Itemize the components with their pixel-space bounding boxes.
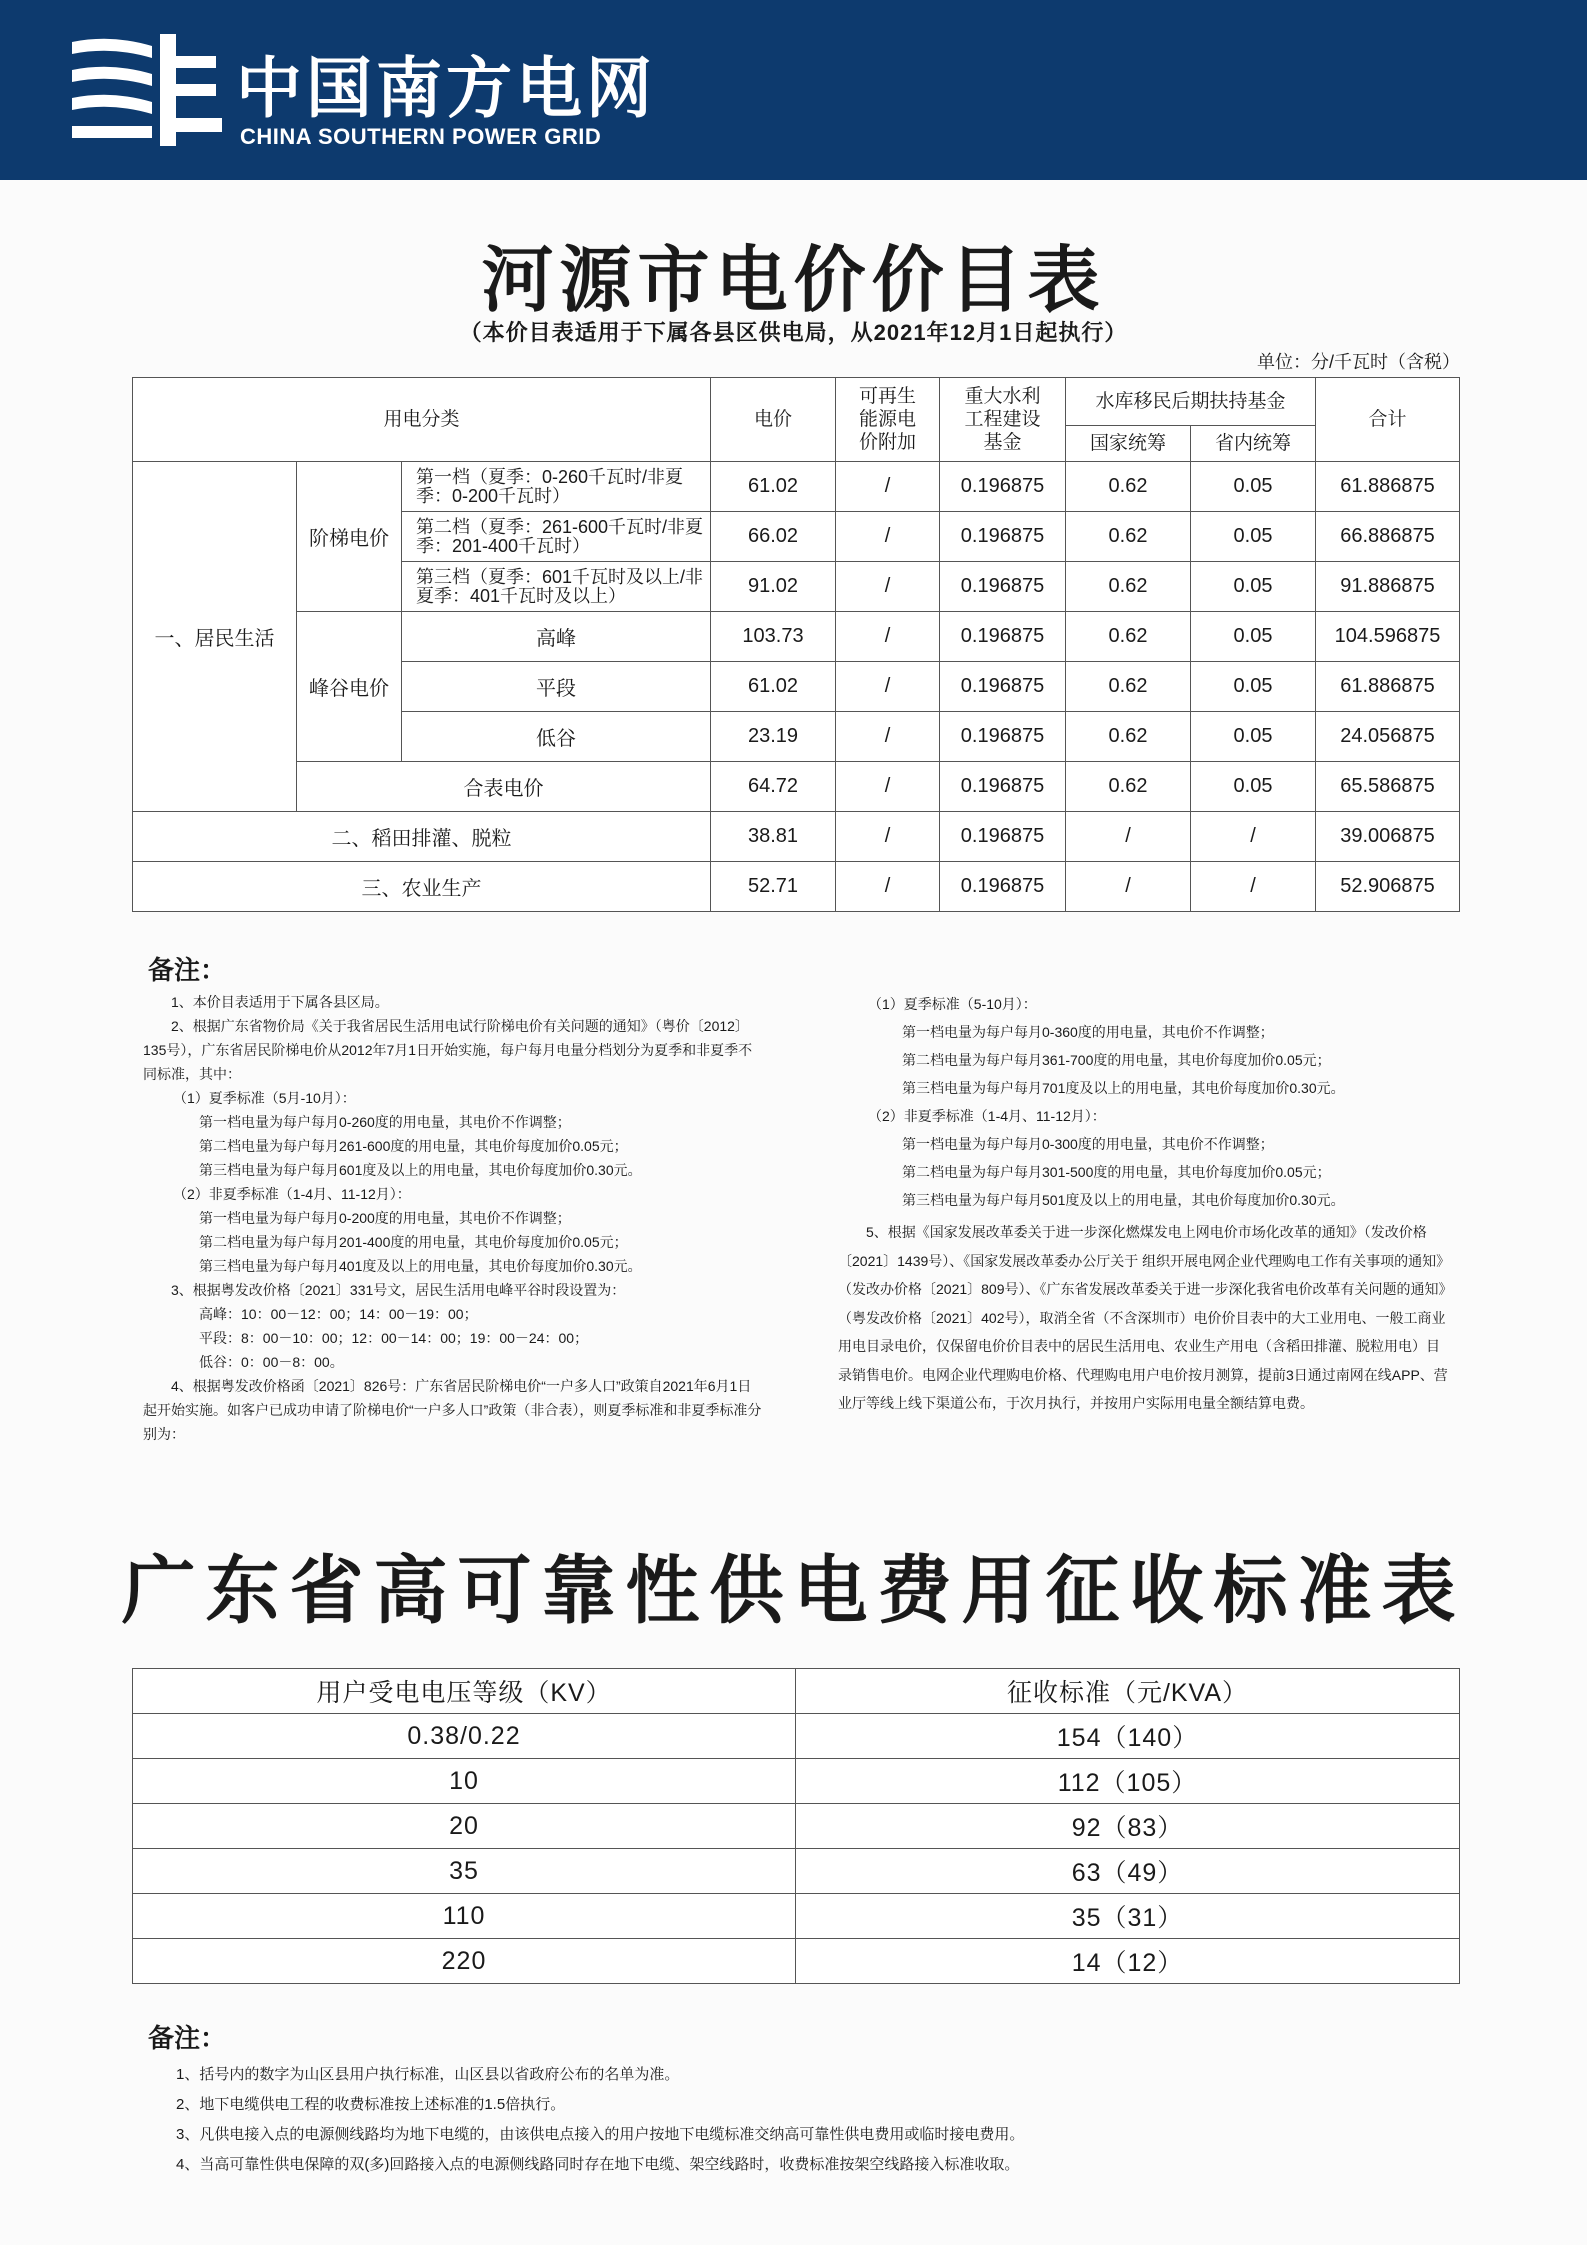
cell-voltage: 220 (133, 1939, 796, 1984)
cell-water: 0.196875 (940, 512, 1066, 562)
cell-total: 65.586875 (1316, 762, 1460, 812)
note-item: （2）非夏季标准（1-4月、11-12月）： (173, 1186, 411, 1202)
cell-total: 66.886875 (1316, 512, 1460, 562)
cell-provincial: / (1191, 862, 1316, 912)
cell-national: / (1066, 812, 1191, 862)
note-item: 1、括号内的数字为山区县用户执行标准，山区县以省政府公布的名单为准。 (176, 2066, 680, 2083)
cell-water: 0.196875 (940, 712, 1066, 762)
cell-renewable: / (836, 712, 940, 762)
cell-standard: 35（31） (796, 1894, 1460, 1939)
header-total: 合计 (1316, 378, 1460, 462)
cell-renewable: / (836, 862, 940, 912)
note-item: （2）非夏季标准（1-4月、11-12月）： (868, 1108, 1106, 1124)
note-item: 第二档电量为每户每月361-700度的用电量，其电价每度加价0.05元； (902, 1052, 1331, 1068)
cell-water: 0.196875 (940, 862, 1066, 912)
header-renewable: 可再生能源电价附加 (836, 378, 940, 462)
row-label: 二、稻田排灌、脱粒 (133, 812, 711, 862)
cell-provincial: / (1191, 812, 1316, 862)
row-label: 平段 (402, 662, 711, 712)
note-item: 3、凡供电接入点的电源侧线路均为地下电缆的，由该供电点接入的用户按地下电缆标准交纳高可靠性供电费用或临时接电费用。 (176, 2126, 1025, 2143)
cell-standard: 112（105） (796, 1759, 1460, 1804)
category-residential: 一、居民生活 (133, 462, 297, 812)
price-table (132, 377, 1460, 912)
subcategory-tiered: 阶梯电价 (297, 462, 402, 612)
cell-national: 0.62 (1066, 562, 1191, 612)
row-label: 第一档（夏季：0-260千瓦时/非夏季：0-200千瓦时） (402, 462, 711, 512)
cell-provincial: 0.05 (1191, 762, 1316, 812)
cell-voltage: 35 (133, 1849, 796, 1894)
cell-standard: 154（140） (796, 1714, 1460, 1759)
header-reservoir-fund: 水库移民后期扶持基金 (1066, 378, 1316, 426)
cell-standard: 92（83） (796, 1804, 1460, 1849)
cell-price: 52.71 (711, 862, 836, 912)
note-item: 第一档电量为每户每月0-300度的用电量，其电价不作调整； (902, 1136, 1274, 1152)
cell-voltage: 20 (133, 1804, 796, 1849)
note-item: 平段：8：00－10：00；12：00－14：00；19：00－24：00； (199, 1330, 589, 1346)
notes-right-column (838, 990, 1450, 1418)
table-row (133, 812, 1460, 862)
cell-water: 0.196875 (940, 612, 1066, 662)
cell-price: 91.02 (711, 562, 836, 612)
header-national: 国家统筹 (1066, 426, 1191, 462)
header-category: 用电分类 (133, 378, 711, 462)
cell-renewable: / (836, 812, 940, 862)
row-label: 三、农业生产 (133, 862, 711, 912)
cell-national: 0.62 (1066, 662, 1191, 712)
table-row (133, 1804, 1460, 1849)
header-water-fund: 重大水利工程建设基金 (940, 378, 1066, 462)
table-row (133, 862, 1460, 912)
unit-label: 单位：分/千瓦时（含税） (1257, 352, 1460, 372)
note-item: 2、地下电缆供电工程的收费标准按上述标准的1.5倍执行。 (176, 2096, 566, 2113)
note-item: 第二档电量为每户每月261-600度的用电量，其电价每度加价0.05元； (199, 1138, 628, 1154)
cell-total: 61.886875 (1316, 462, 1460, 512)
note-item: 2、根据广东省物价局《关于我省居民生活用电试行阶梯电价有关问题的通知》（粤价〔2012〕135号），广东省居民阶梯电价从2012年7月1日开始实施，每户每月电量分档划分为夏季和非夏季不同标准，其中： (143, 1018, 753, 1082)
table-row (133, 1894, 1460, 1939)
row-label: 高峰 (402, 612, 711, 662)
note-item: 低谷：0：00－8：00。 (199, 1354, 344, 1370)
row-label: 第三档（夏季：601千瓦时及以上/非夏季：401千瓦时及以上） (402, 562, 711, 612)
cell-water: 0.196875 (940, 562, 1066, 612)
notes2-list (176, 2060, 1024, 2180)
brand-name-cn: 中国南方电网 (236, 51, 656, 125)
cell-renewable: / (836, 762, 940, 812)
cell-renewable: / (836, 462, 940, 512)
cell-provincial: 0.05 (1191, 712, 1316, 762)
note-item: 第三档电量为每户每月401度及以上的用电量，其电价每度加价0.30元。 (199, 1258, 642, 1274)
reliability-title: 广东省高可靠性供电费用征收标准表 (121, 1549, 1466, 1632)
header-voltage: 用户受电电压等级（KV） (133, 1669, 796, 1714)
cell-total: 39.006875 (1316, 812, 1460, 862)
cell-renewable: / (836, 562, 940, 612)
cell-national: 0.62 (1066, 762, 1191, 812)
cell-national: 0.62 (1066, 512, 1191, 562)
cell-price: 66.02 (711, 512, 836, 562)
cell-national: / (1066, 862, 1191, 912)
cell-national: 0.62 (1066, 462, 1191, 512)
cell-price: 103.73 (711, 612, 836, 662)
cell-national: 0.62 (1066, 612, 1191, 662)
note-item: 第三档电量为每户每月601度及以上的用电量，其电价每度加价0.30元。 (199, 1162, 642, 1178)
table-row (133, 1714, 1460, 1759)
cell-total: 104.596875 (1316, 612, 1460, 662)
cell-provincial: 0.05 (1191, 512, 1316, 562)
note-item: 第一档电量为每户每月0-360度的用电量，其电价不作调整； (902, 1024, 1274, 1040)
header-provincial: 省内统筹 (1191, 426, 1316, 462)
cell-standard: 14（12） (796, 1939, 1460, 1984)
header-standard: 征收标准（元/KVA） (796, 1669, 1460, 1714)
cell-water: 0.196875 (940, 812, 1066, 862)
cell-voltage: 0.38/0.22 (133, 1714, 796, 1759)
cell-provincial: 0.05 (1191, 612, 1316, 662)
table-row (133, 612, 1460, 662)
cell-price: 61.02 (711, 462, 836, 512)
note-item: 4、当高可靠性供电保障的双(多)回路接入点的电源侧线路同时存在地下电缆、架空线路时，收费标准按架空线路接入标准收取。 (176, 2156, 1020, 2173)
cell-total: 91.886875 (1316, 562, 1460, 612)
cell-national: 0.62 (1066, 712, 1191, 762)
table-row (133, 1939, 1460, 1984)
note-item: 第一档电量为每户每月0-260度的用电量，其电价不作调整； (199, 1114, 571, 1130)
cell-water: 0.196875 (940, 762, 1066, 812)
notes-heading: 备注： (148, 955, 227, 985)
cell-water: 0.196875 (940, 662, 1066, 712)
note-item: 第二档电量为每户每月301-500度的用电量，其电价每度加价0.05元； (902, 1164, 1331, 1180)
subcategory-tou: 峰谷电价 (297, 612, 402, 762)
cell-price: 61.02 (711, 662, 836, 712)
header-price: 电价 (711, 378, 836, 462)
note-item: 高峰：10：00－12：00；14：00－19：00； (199, 1306, 478, 1322)
cell-total: 52.906875 (1316, 862, 1460, 912)
cell-standard: 63（49） (796, 1849, 1460, 1894)
note-item: （1）夏季标准（5月-10月）： (173, 1090, 356, 1106)
note-item: 第一档电量为每户每月0-200度的用电量，其电价不作调整； (199, 1210, 571, 1226)
csg-logo-icon (72, 34, 222, 146)
cell-total: 24.056875 (1316, 712, 1460, 762)
table-row (133, 1849, 1460, 1894)
page-subtitle: （本价目表适用于下属各县区供电局，从2021年12月1日起执行） (459, 320, 1128, 345)
cell-price: 23.19 (711, 712, 836, 762)
cell-water: 0.196875 (940, 462, 1066, 512)
table-row (133, 1759, 1460, 1804)
reliability-table (132, 1668, 1460, 1984)
note-item: （1）夏季标准（5-10月）： (868, 996, 1037, 1012)
notes2-heading: 备注： (148, 2023, 227, 2053)
cell-provincial: 0.05 (1191, 562, 1316, 612)
brand-name-en: CHINA SOUTHERN POWER GRID (240, 124, 602, 149)
cell-renewable: / (836, 512, 940, 562)
cell-provincial: 0.05 (1191, 662, 1316, 712)
note-item: 第三档电量为每户每月701度及以上的用电量，其电价每度加价0.30元。 (902, 1080, 1345, 1096)
notes-left-column (143, 990, 763, 1446)
note-item: 1、本价目表适用于下属各县区局。 (171, 994, 389, 1010)
cell-price: 64.72 (711, 762, 836, 812)
cell-price: 38.81 (711, 812, 836, 862)
table-row (133, 462, 1460, 512)
cell-total: 61.886875 (1316, 662, 1460, 712)
note-item: 4、根据粤发改价格函〔2021〕826号：广东省居民阶梯电价“一户多人口”政策自2021年6月1日起开始实施。如客户已成功申请了阶梯电价“一户多人口”政策（非合表），则夏季标准和非夏季标准分别为： (143, 1378, 762, 1442)
note-item: 第三档电量为每户每月501度及以上的用电量，其电价每度加价0.30元。 (902, 1192, 1345, 1208)
row-label: 第二档（夏季：261-600千瓦时/非夏季：201-400千瓦时） (402, 512, 711, 562)
note-item: 第二档电量为每户每月201-400度的用电量，其电价每度加价0.05元； (199, 1234, 628, 1250)
row-label: 低谷 (402, 712, 711, 762)
cell-renewable: / (836, 612, 940, 662)
note-item: 5、根据《国家发展改革委关于进一步深化燃煤发电上网电价市场化改革的通知》（发改价格〔2021〕1439号）、《国家发展改革委办公厅关于 组织开展电网企业代理购电工作有关事项的通知》（发改办价格〔2021〕809号）、《广东省发展改革委关于进一步深化我省电价改革有关问题的通知》（粤发改价格〔2021〕402号），取消全省（不含深圳市）电价价目表中的大工业用电、一般工商业用电目录电价，仅保留电价价目表中的居民生活用电、农业生产用电（含稻田排灌、脱粒用电）目录销售电价。电网企业代理购电价格、代理购电用户电价按月测算，提前3日通过南网在线APP、营业厅等线上线下渠道公布，于次月执行，并按用户实际用电量全额结算电费。 (838, 1224, 1448, 1411)
page-title: 河源市电价价目表 (481, 241, 1106, 321)
cell-voltage: 110 (133, 1894, 796, 1939)
row-label: 合表电价 (297, 762, 711, 812)
cell-renewable: / (836, 662, 940, 712)
cell-voltage: 10 (133, 1759, 796, 1804)
table-row (133, 762, 1460, 812)
cell-provincial: 0.05 (1191, 462, 1316, 512)
note-item: 3、根据粤发改价格〔2021〕331号文，居民生活用电峰平谷时段设置为： (171, 1282, 626, 1298)
